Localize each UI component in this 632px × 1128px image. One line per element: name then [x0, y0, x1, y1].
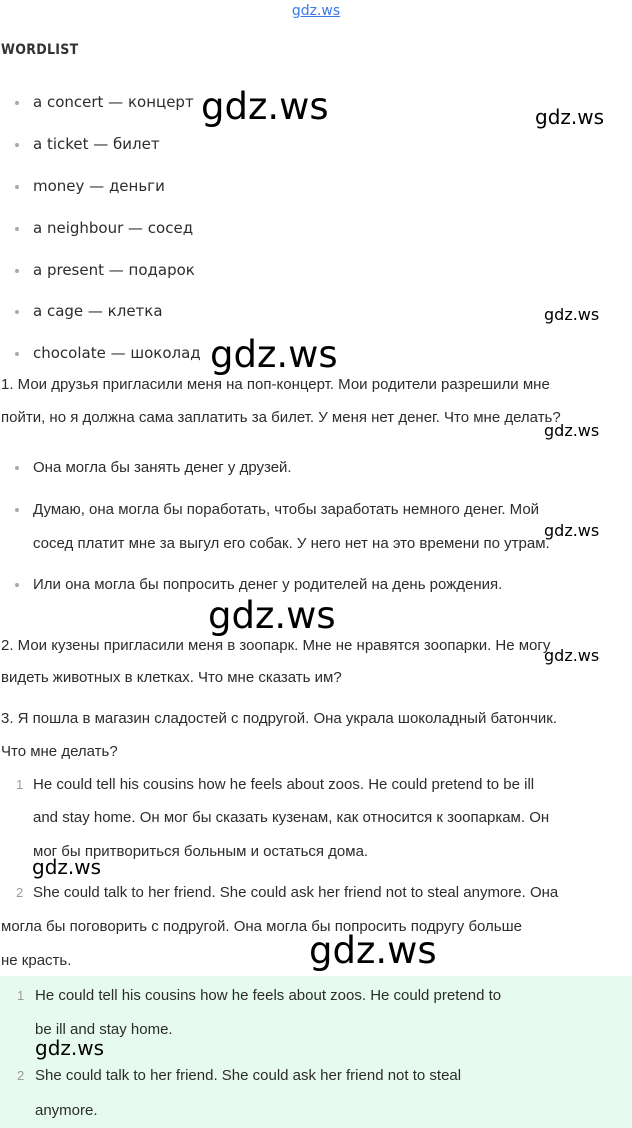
wordlist-item-text: a concert — концерт	[33, 93, 194, 111]
bullet-icon	[15, 583, 19, 587]
watermark: gdz.ws	[544, 646, 600, 665]
answer-text: мог бы притвориться больным и остаться дома.	[33, 843, 369, 860]
question-1-line: пойти, но я должна сама заплатить за билет. У меня нет денег. Что мне делать?	[1, 409, 561, 426]
watermark: gdz.ws	[544, 421, 600, 440]
wordlist-item-text: a neighbour — сосед	[33, 219, 194, 237]
wordlist-heading: WORDLIST	[1, 42, 79, 58]
watermark: gdz.ws	[535, 105, 605, 129]
answer-text: anymore.	[35, 1102, 98, 1119]
bullet-icon	[15, 466, 19, 470]
watermark: gdz.ws	[210, 333, 338, 376]
watermark: gdz.ws	[544, 305, 600, 324]
bullet-icon	[15, 269, 19, 273]
bullet-icon	[15, 508, 19, 512]
question-2-line: 2. Мои кузены пригласили меня в зоопарк. Мне не нравятся зоопарки. Не могу	[1, 637, 551, 654]
site-link[interactable]: gdz.ws	[291, 3, 341, 19]
wordlist-item-text: chocolate — шоколад	[33, 344, 201, 362]
watermark: gdz.ws	[309, 929, 437, 972]
question-2-line: видеть животных в клетках. Что мне сказать им?	[1, 669, 342, 686]
answer-number: 2	[17, 1068, 25, 1083]
answer-text: be ill and stay home.	[35, 1021, 173, 1038]
question-3-line: 3. Я пошла в магазин сладостей с подругой. Она украла шоколадный батончик.	[1, 710, 558, 727]
bullet-icon	[15, 227, 19, 231]
answer-number: 1	[17, 988, 25, 1003]
answer-number: 1	[16, 777, 24, 792]
answer-text: She could talk to her friend. She could ask her friend not to steal	[35, 1067, 462, 1084]
answer-text: не красть.	[1, 952, 72, 969]
question-1-line: 1. Мои друзья пригласили меня на поп-концерт. Мои родители разрешили мне	[1, 376, 550, 393]
bullet-icon	[15, 310, 19, 314]
bullet-icon	[15, 185, 19, 189]
option-text: Она могла бы занять денег у друзей.	[33, 459, 292, 476]
wordlist-item-text: a cage — клетка	[33, 302, 163, 320]
watermark: gdz.ws	[35, 1036, 105, 1060]
question-3-line: Что мне делать?	[1, 743, 118, 760]
answer-text: He could tell his cousins how he feels about zoos. He could pretend to be ill	[33, 776, 535, 793]
watermark: gdz.ws	[544, 521, 600, 540]
wordlist-item-text: a ticket — билет	[33, 135, 160, 153]
option-text: Думаю, она могла бы поработать, чтобы заработать немного денег. Мой	[33, 501, 540, 518]
answer-text: and stay home. Он мог бы сказать кузенам, как относится к зоопаркам. Он	[33, 809, 550, 826]
bullet-icon	[15, 143, 19, 147]
wordlist-item-text: money — деньги	[33, 177, 165, 195]
watermark: gdz.ws	[32, 855, 102, 879]
option-text: сосед платит мне за выгул его собак. У него нет на это времени по утрам.	[33, 535, 550, 552]
bullet-icon	[15, 352, 19, 356]
answer-text: могла бы поговорить с подругой. Она могла бы попросить подругу больше	[1, 918, 523, 935]
answer-text: He could tell his cousins how he feels about zoos. He could pretend to	[35, 987, 502, 1004]
option-text: Или она могла бы попросить денег у родителей на день рождения.	[33, 576, 503, 593]
bullet-icon	[15, 101, 19, 105]
watermark: gdz.ws	[208, 594, 336, 637]
answer-text: She could talk to her friend. She could ask her friend not to steal anymore. Она	[33, 884, 559, 901]
watermark: gdz.ws	[201, 85, 329, 128]
answer-number: 2	[16, 885, 24, 900]
wordlist-item-text: a present — подарок	[33, 261, 195, 279]
